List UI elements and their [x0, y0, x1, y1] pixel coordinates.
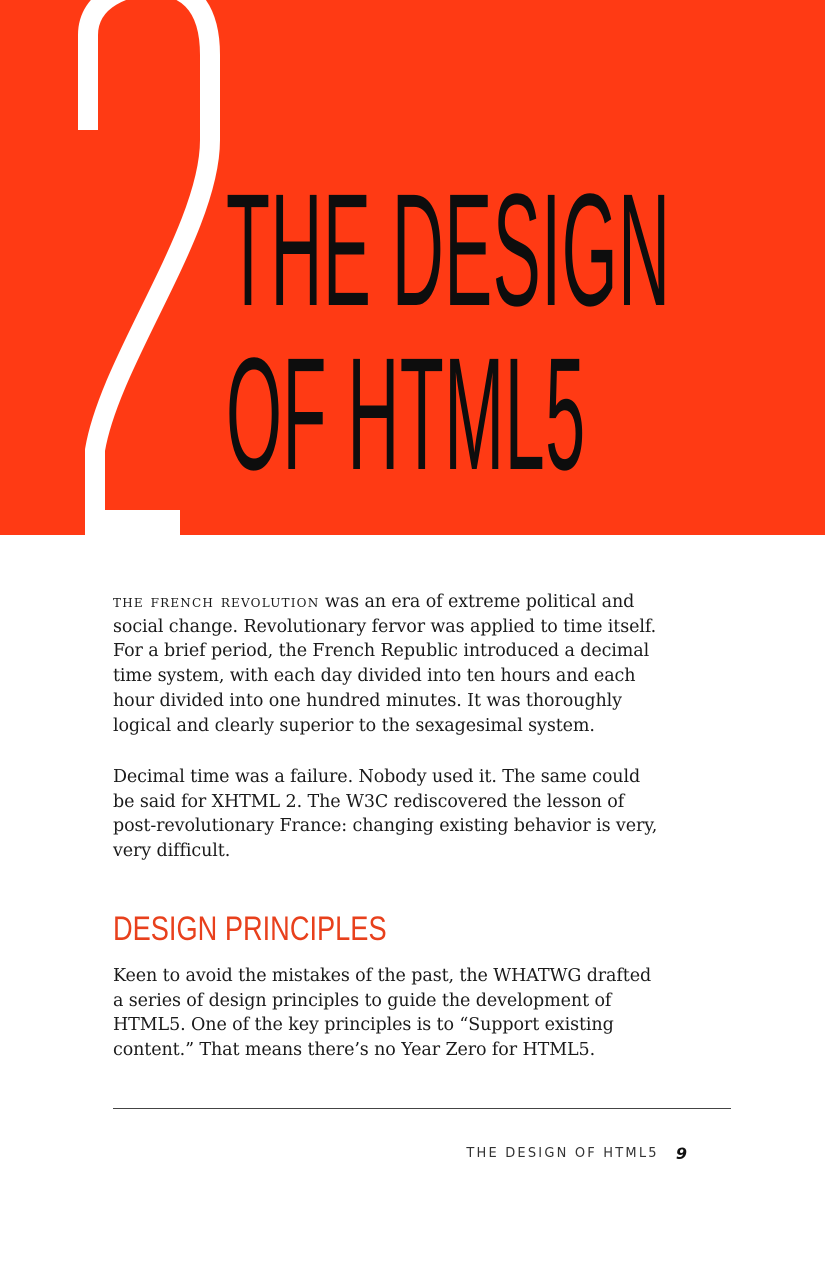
chapter-title-line-2: OF HTML5: [226, 324, 586, 503]
paragraph-decimal-time: Decimal time was a failure. Nobody used it. The same could be said for XHTML 2. The W3C rediscovered the lesson of post-revolutionary France: changing existing behavior is very, very difficult.: [113, 767, 658, 862]
chapter-number-graphic: [70, 0, 230, 535]
page-number: 9: [675, 1144, 687, 1163]
paragraph-intro-text: was an era of extreme political and social change. Revolutionary fervor was applied to time itself. For a brief period, the French Republic introduced a decimal time system, with each day divided into ten hours and each hour divided into one hundred minutes. It was thoroughly logical and clearly superior to the sexagesimal system.: [113, 592, 657, 736]
chapter-title-line-1: THE DESIGN: [226, 160, 671, 339]
chapter-title: [226, 160, 671, 503]
section-heading: DESIGN PRINCIPLES: [113, 910, 387, 948]
chapter-banner: [0, 0, 825, 535]
lead-in-smallcaps: the french revolution: [113, 592, 320, 612]
footer-rule: [113, 1108, 731, 1109]
running-head: THE DESIGN OF HTML5: [466, 1146, 659, 1161]
paragraph-intro: [113, 590, 658, 738]
page-footer: [400, 1143, 687, 1163]
paragraph-design-principles: Keen to avoid the mistakes of the past, the WHATWG drafted a series of design principles to guide the development of HTML5. One of the key principles is to “Support existing content.” That means there’s no Year Zero for HTML5.: [113, 966, 652, 1061]
